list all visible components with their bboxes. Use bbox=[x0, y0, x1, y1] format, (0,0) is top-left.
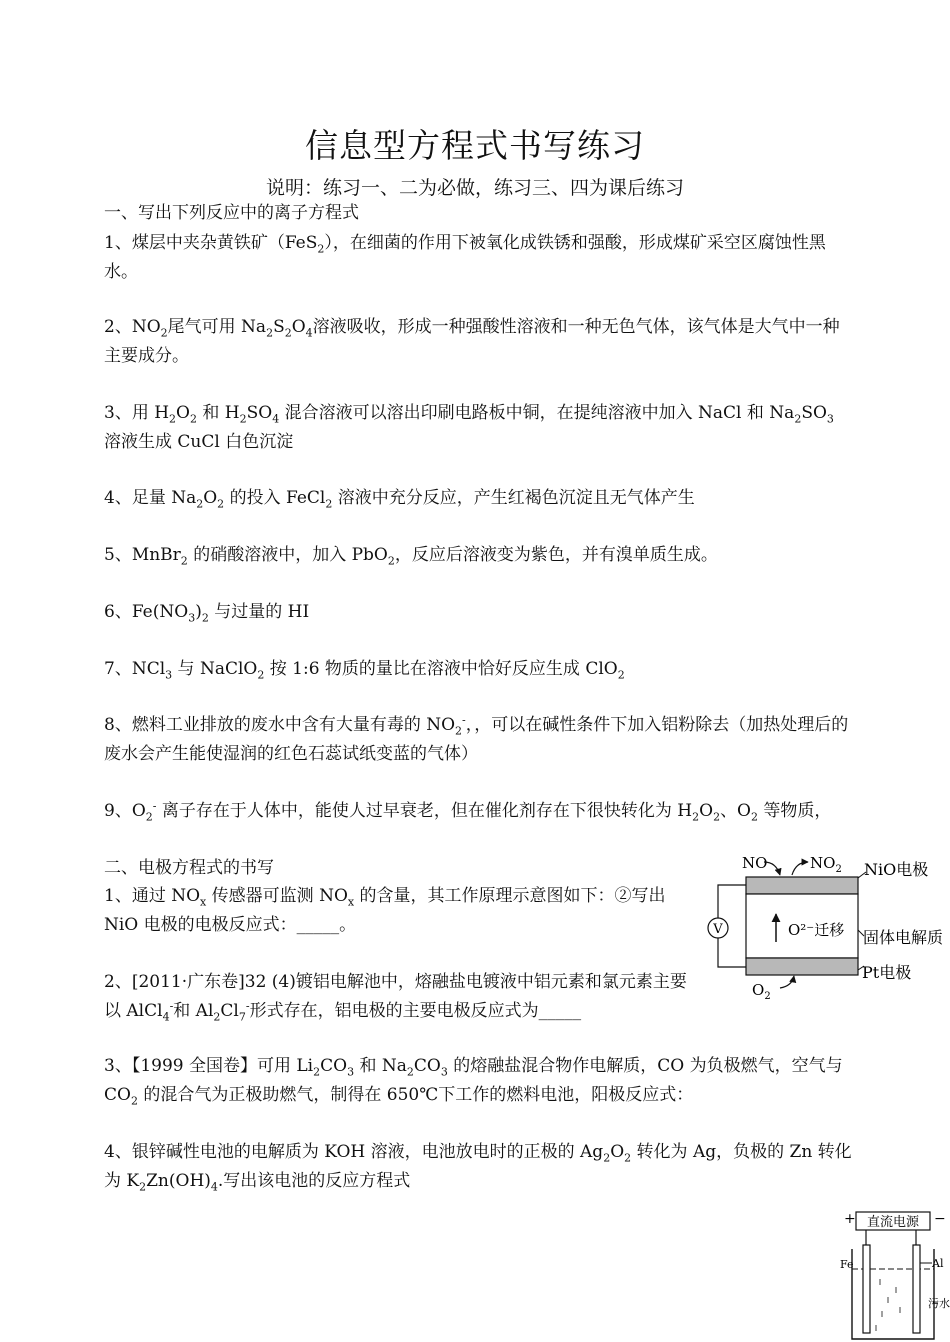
question-2-2: 2、[2011·广东卷]32 (4)镀铝电解池中，熔融盐电镀液中铝元素和氯元素主要以 AlCl$_4$-和 $Al_2Cl_7^-$形式存在，铝电极的主要电极反应式为_____ bbox=[104, 972, 687, 1024]
question-1-1: 1、煤层中夹杂黄铁矿（FeS$_2$），在细菌的作用下被氧化成铁锈和强酸，形成煤矿采空区腐蚀性黑水。 bbox=[104, 233, 826, 282]
nox-sensor-diagram bbox=[700, 850, 950, 1010]
migration-label: O²⁻迁移 bbox=[788, 921, 845, 939]
pt-label: Pt电极 bbox=[862, 963, 912, 982]
fe-label: Fe bbox=[840, 1258, 854, 1271]
nio-electrode bbox=[746, 877, 858, 894]
electrolyte-label: 固体电解质 bbox=[863, 928, 944, 947]
no-label: NO bbox=[742, 854, 768, 872]
question-1-3: 3、用 $H_2O_2$ 和 $H_2SO_4$ 混合溶液可以溶出印刷电路板中铜，在提纯溶液中加入 NaCl 和 $Na_2SO_3$ 溶液生成 CuCl 白色沉淀 bbox=[104, 403, 834, 452]
page-title: 信息型方程式书写练习 bbox=[305, 126, 645, 165]
question-1-4: 4、足量 $Na_2O_2$ 的投入 FeCl$_2$ 溶液中充分反应，产生红褐色沉淀且无气体产生 bbox=[104, 488, 695, 511]
section2-heading: 二、电极方程式的书写 bbox=[104, 858, 274, 878]
question-2-1: 1、通过 $NO_x$ 传感器可监测 $NO_x$ 的含量，其工作原理示意图如下：②写出 NiO 电极的电极反应式：_____。 bbox=[104, 886, 666, 935]
instruction-note: 说明：练习一、二为必做，练习三、四为课后练习 bbox=[265, 177, 684, 199]
voltmeter-label: V bbox=[713, 922, 723, 937]
question-1-7: 7、NCl$_3$ 与 NaClO$_2$ 按 1:6 物质的量比在溶液中恰好反应生成 ClO$_2$ bbox=[104, 659, 625, 682]
pt-electrode bbox=[746, 958, 858, 975]
minus-sign: − bbox=[934, 1211, 946, 1227]
question-2-4: 4、银锌碱性电池的电解质为 KOH 溶液，电池放电时的正极的 $Ag_2O_2$ 转化为 Ag，负极的 Zn 转化为 $K_2Zn(OH)_4$.写出该电池的反应方程式 bbox=[104, 1142, 852, 1194]
section1-heading: 一、写出下列反应中的离子方程式 bbox=[104, 203, 359, 223]
bubbles bbox=[876, 1279, 900, 1331]
water-label: 污水 bbox=[928, 1297, 950, 1310]
fe-electrode bbox=[863, 1245, 870, 1333]
question-1-8: 8、燃料工业排放的废水中含有大量有毒的 $NO_2^-$，，可以在碱性条件下加入铝粉除去（加热处理后的废水会产生能使湿润的红色石蕊试纸变蓝的气体） bbox=[104, 713, 849, 764]
al-electrode bbox=[913, 1245, 920, 1333]
nio-label: NiO电极 bbox=[864, 860, 929, 879]
question-1-6: 6、$Fe(NO_3)_2$ 与过量的 HI bbox=[104, 602, 310, 625]
o2-label: $O_2$ bbox=[752, 981, 771, 1002]
o2-arrow bbox=[780, 976, 794, 988]
question-2-3: 3、【1999 全国卷】可用 $Li_2CO_3$ 和 $Na_2CO_3$ 的熔融盐混合物作电解质，CO 为负极燃气，空气与 $CO_2$ 的混合气为正极助燃气，制得在 650℃下工作的燃料电池，阳极反应式： bbox=[104, 1056, 843, 1108]
question-1-5: 5、MnBr$_2$ 的硝酸溶液中，加入 PbO$_2$，反应后溶液变为紫色，并有溴单质生成。 bbox=[104, 545, 718, 568]
al-label: Al bbox=[932, 1257, 944, 1270]
plus-sign: + bbox=[844, 1211, 856, 1227]
no2-arrow bbox=[792, 862, 808, 875]
question-1-2: 2、$NO_2$尾气可用 $Na_2S_2O_4$溶液吸收，形成一种强酸性溶液和一种无色气体，该气体是大气中一种主要成分。 bbox=[104, 317, 840, 366]
dc-power-label: 直流电源 bbox=[866, 1215, 920, 1230]
electrolysis-cell-diagram bbox=[838, 1207, 950, 1342]
no2-label: $NO_2$ bbox=[810, 854, 842, 875]
question-1-9: 9、$O_2^-$ 离子存在于人体中，能使人过早衰老，但在催化剂存在下很快转化为 $H_2O_2$、$O_2$ 等物质， bbox=[104, 799, 832, 824]
